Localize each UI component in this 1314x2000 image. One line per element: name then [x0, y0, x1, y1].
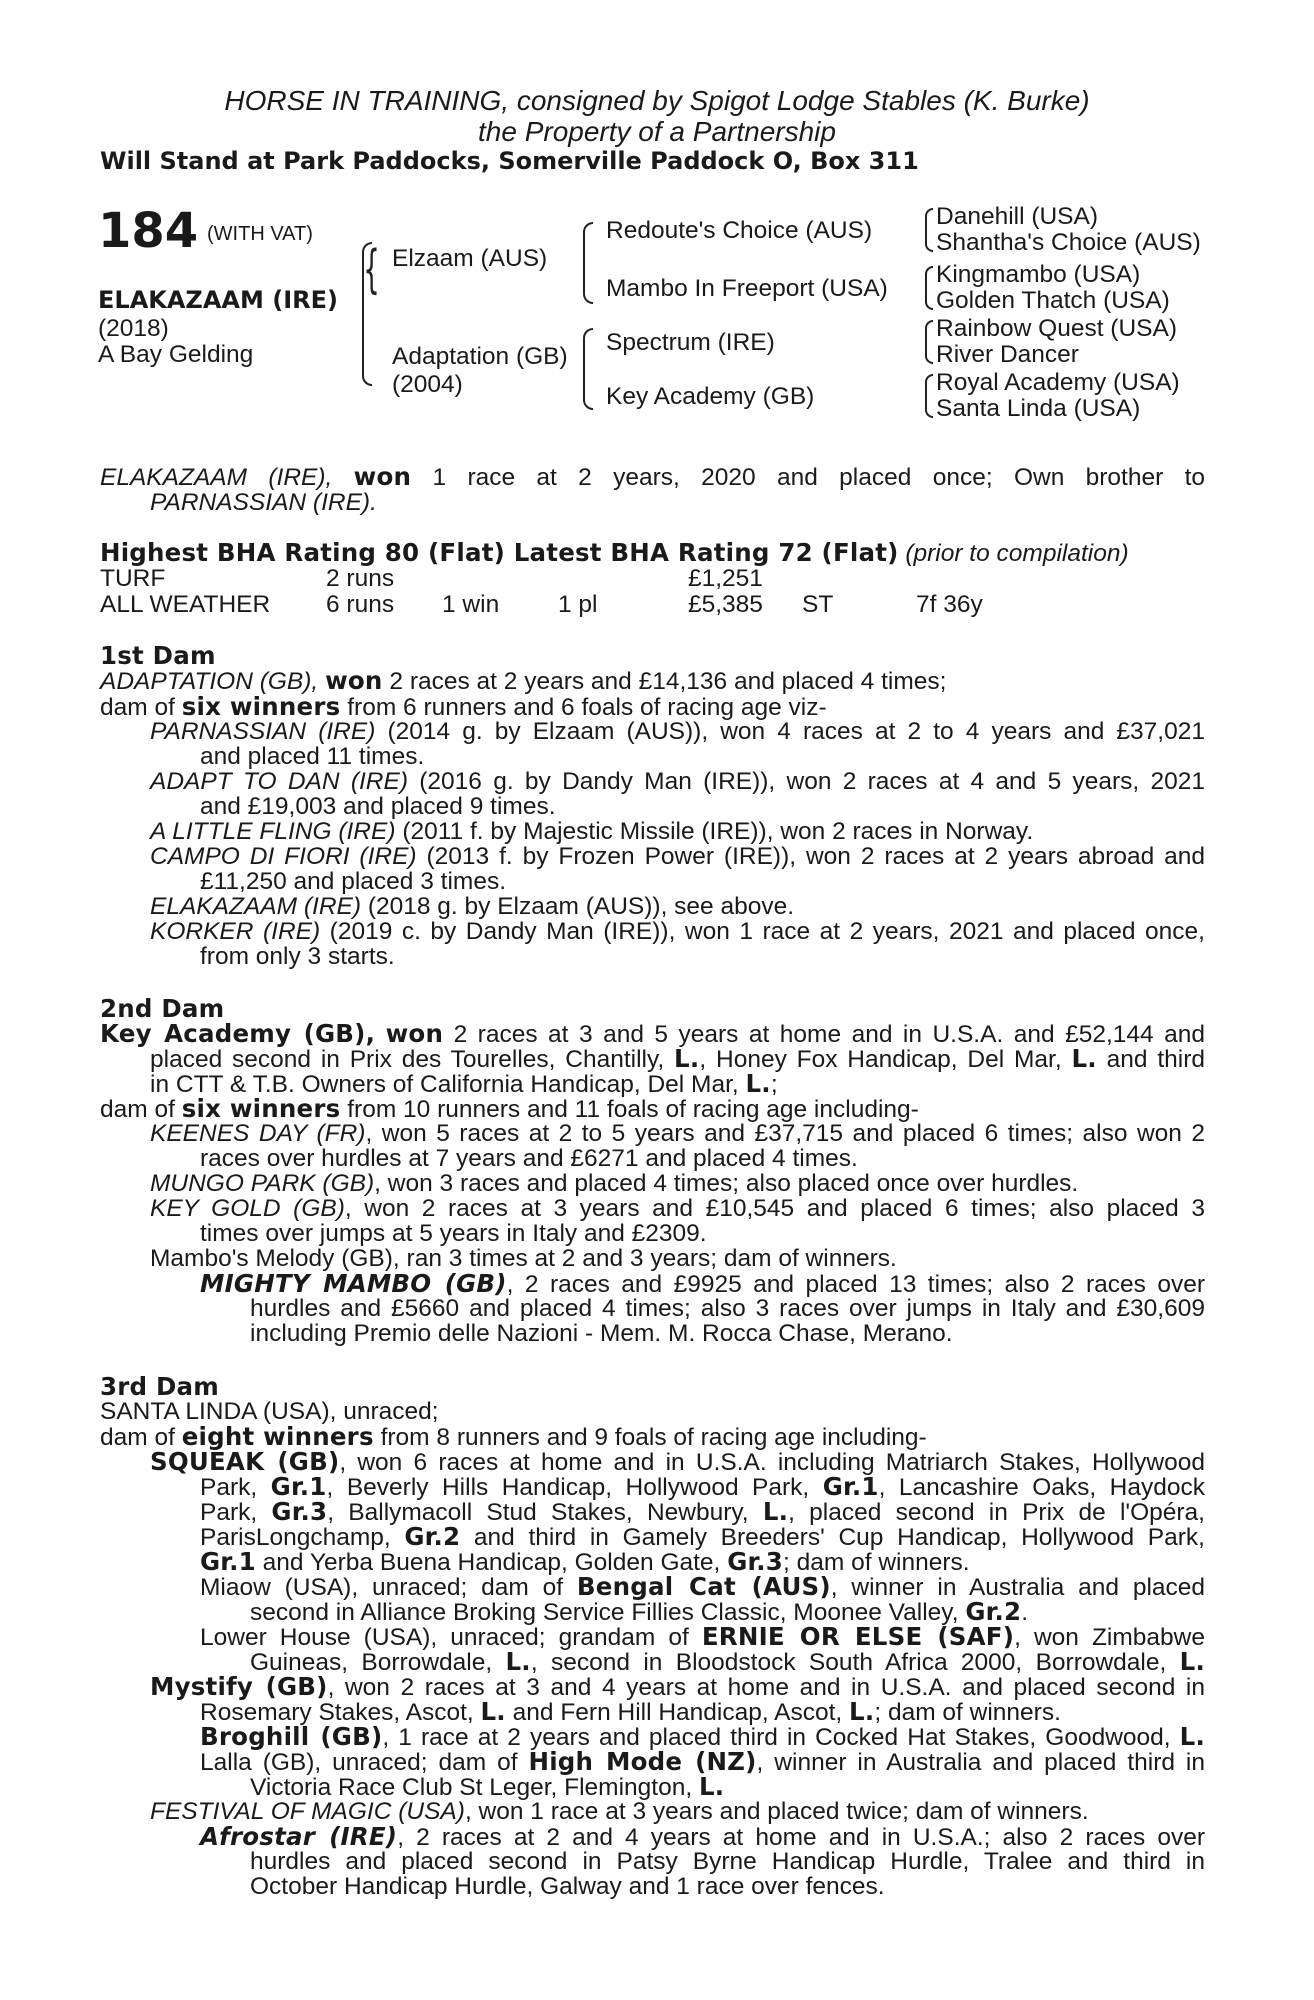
pedigree-dam-year: (2004) [392, 371, 463, 398]
produce-entry-cont: hurdles and £5660 and placed 4 times; also 3 races over jumps in Italy and £30,609 [250, 1295, 1205, 1322]
text: Park, [200, 1499, 258, 1526]
second-dam-name: Key Academy (GB), [100, 1019, 376, 1048]
produce-name: High Mode (NZ) [528, 1747, 757, 1776]
pedigree-g2: Shantha's Choice (AUS) [936, 229, 1201, 256]
produce-entry-cont: £11,250 and placed 3 times. [200, 868, 507, 895]
produce-entry-cont [200, 1474, 1205, 1501]
produce-name: KORKER (IRE) [150, 918, 321, 945]
vat-label: (WITH VAT) [207, 223, 313, 245]
listed-badge: L. [1179, 1647, 1205, 1676]
race-summary [100, 464, 1205, 491]
summary-line-2: PARNASSIAN (IRE). [150, 489, 377, 516]
listed-badge: L. [480, 1697, 506, 1726]
text: , Beverly Hills Handicap, Hollywood Park, [326, 1474, 810, 1501]
produce-text: , won 1 race at 3 years and placed twice; dam of winners. [464, 1798, 1089, 1825]
produce-name: KEENES DAY (FR) [150, 1120, 366, 1147]
text: ; dam of winners. [783, 1549, 970, 1576]
ratings-row-aw-earnings: £5,385 [688, 591, 763, 618]
produce-text: (2011 f. by Majestic Missile (IRE)), won 2 races in Norway. [402, 818, 1034, 845]
produce-entry-cont [250, 1649, 1205, 1676]
produce-text: , 2 races at 2 and 4 years at home and in U.S.A.; also 2 races over [397, 1824, 1205, 1851]
produce-name: A LITTLE FLING (IRE) [150, 818, 396, 845]
first-dam-name: ADAPTATION (GB), [100, 668, 319, 695]
ratings-note: (prior to compilation) [905, 540, 1129, 567]
first-dam-intro [100, 668, 946, 695]
text: , placed second in Prix de l'Opéra, [788, 1499, 1205, 1526]
listed-badge: L. [674, 1044, 700, 1073]
text: dam of [100, 1096, 175, 1123]
text: Miaow (USA), unraced; dam of [200, 1574, 564, 1601]
produce-entry-cont: from only 3 starts. [200, 943, 395, 970]
first-dam-won: won [325, 666, 383, 695]
winners-count: eight winners [181, 1422, 374, 1451]
first-dam-heading: 1st Dam [100, 641, 216, 670]
pedigree-dam-sire: Spectrum (IRE) [606, 329, 775, 356]
listed-badge: L. [1071, 1044, 1097, 1073]
pedigree-sire-sire: Redoute's Choice (AUS) [606, 217, 873, 244]
produce-name: MIGHTY MAMBO (GB) [200, 1269, 507, 1298]
text: dam of [100, 1424, 175, 1451]
produce-name: KEY GOLD (GB) [150, 1195, 345, 1222]
horse-description: A Bay Gelding [98, 341, 254, 368]
text: , winner in Australia and placed [830, 1574, 1206, 1601]
ratings-title-line [100, 540, 1129, 567]
produce-text: , won 2 races at 3 and 4 years at home and in U.S.A. and placed second in [327, 1674, 1206, 1701]
produce-entry-cont: races over hurdles at 7 years and £6271 and placed 4 times. [200, 1145, 858, 1172]
ratings-row-aw-runs: 6 runs [326, 591, 395, 618]
text: , Lancashire Oaks, Haydock [878, 1474, 1205, 1501]
second-dam-produce-summary [100, 1096, 919, 1123]
brace-main [362, 242, 372, 386]
brace-g4 [925, 374, 933, 418]
text: Lalla (GB), unraced; dam of [200, 1749, 518, 1776]
produce-text: , won 3 races and placed 4 times; also placed once over hurdles. [374, 1170, 1079, 1197]
text: , second in Bloodstock South Africa 2000, Borrowdale, [530, 1649, 1167, 1676]
produce-name: Mystify (GB) [150, 1672, 328, 1701]
produce-entry: Mambo's Melody (GB), ran 3 times at 2 and 3 years; dam of winners. [150, 1245, 897, 1272]
produce-entry-cont: hurdles and placed second in Patsy Byrne Handicap Hurdle, Tralee and third in [250, 1848, 1205, 1875]
produce-entry [150, 894, 794, 920]
pedigree-g8: Santa Linda (USA) [936, 395, 1141, 422]
produce-text: (2013 f. by Frozen Power (IRE)), won 2 races at 2 years abroad and [426, 843, 1205, 870]
second-dam-intro [100, 1021, 1205, 1048]
brace-sire [583, 222, 593, 304]
listed-badge: L. [745, 1069, 771, 1098]
text: , winner in Australia and placed third in [756, 1749, 1206, 1776]
produce-text: , won 6 races at home and in U.S.A. including Matriarch Stakes, Hollywood [339, 1449, 1205, 1476]
stand-location: Will Stand at Park Paddocks, Somerville Paddock O, Box 311 [100, 147, 919, 175]
group-badge: Gr.1 [822, 1472, 879, 1501]
produce-entry-cont: times over jumps at 5 years in Italy and £2309. [200, 1220, 707, 1247]
text: and third in Gamely Breeders' Cup Handicap, Hollywood Park, [473, 1524, 1205, 1551]
pedigree-g3: Kingmambo (USA) [936, 261, 1141, 288]
group-badge: Gr.3 [271, 1497, 328, 1526]
text: . [1021, 1599, 1029, 1626]
produce-text: (2018 g. by Elzaam (AUS)), see above. [367, 893, 795, 920]
ratings-title: Highest BHA Rating 80 (Flat) Latest BHA Rating 72 (Flat) [100, 538, 899, 567]
text: second in Alliance Broking Service Fillies Classic, Moonee Valley, [250, 1599, 959, 1626]
pedigree-g7: Royal Academy (USA) [936, 369, 1180, 396]
produce-entry [200, 1574, 1205, 1601]
text: Park, [200, 1474, 258, 1501]
produce-text: (2019 c. by Dandy Man (IRE)), won 1 race at 2 years, 2021 and placed once, [329, 918, 1205, 945]
produce-entry [200, 1624, 1205, 1651]
brace-main-top: { [363, 240, 380, 300]
ratings-row-aw-wins: 1 win [442, 591, 500, 618]
produce-name: ELAKAZAAM (IRE) [150, 893, 362, 920]
second-dam-heading: 2nd Dam [100, 994, 225, 1023]
text: ; [770, 1071, 778, 1098]
text: from 8 runners and 9 foals of racing age including- [380, 1424, 927, 1451]
text: and Yerba Buena Handicap, Golden Gate, [262, 1549, 721, 1576]
pedigree-dam: Adaptation (GB) [392, 343, 568, 370]
brace-g3 [925, 320, 933, 364]
lot-number: 184 [98, 203, 199, 259]
first-dam-record: 2 races at 2 years and £14,136 and placed 4 times; [389, 668, 947, 695]
text: from 6 runners and 6 foals of racing age viz- [347, 694, 827, 721]
ratings-row-turf-surface: TURF [100, 565, 166, 592]
winners-count: six winners [181, 1094, 341, 1123]
pedigree-g4: Golden Thatch (USA) [936, 287, 1170, 314]
produce-entry-cont [250, 1774, 724, 1801]
ratings-row-aw-distance: 7f 36y [916, 591, 983, 618]
pedigree-g5: Rainbow Quest (USA) [936, 315, 1178, 342]
produce-entry [150, 919, 1205, 945]
produce-text: (2016 g. by Dandy Man (IRE)), won 2 races at 4 and 5 years, 2021 [419, 768, 1205, 795]
group-badge: Gr.1 [270, 1472, 327, 1501]
second-dam-record-line [150, 1046, 1205, 1073]
produce-text: , won 5 races at 2 to 5 years and £37,715 and placed 6 times; also won 2 [365, 1120, 1205, 1147]
produce-entry [150, 1196, 1205, 1222]
text: placed second in Prix des Tourelles, Chantilly, [150, 1046, 665, 1073]
group-badge: Gr.1 [200, 1547, 256, 1576]
brace-g1 [925, 208, 933, 252]
produce-name: ADAPT TO DAN (IRE) [150, 768, 408, 795]
produce-entry [150, 719, 1205, 745]
ratings-row-aw-surface: ALL WEATHER [100, 591, 271, 618]
brace-g2 [925, 266, 933, 310]
text: ParisLongchamp, [200, 1524, 391, 1551]
consignor-line: HORSE IN TRAINING, consigned by Spigot Lodge Stables (K. Burke) [224, 85, 1090, 116]
ratings-row-aw-course: ST [802, 591, 834, 618]
produce-name: Bengal Cat (AUS) [576, 1572, 831, 1601]
text: Rosemary Stakes, Ascot, [200, 1699, 474, 1726]
property-line: the Property of a Partnership [478, 116, 836, 147]
pedigree-sire-dam: Mambo In Freeport (USA) [606, 275, 888, 302]
produce-name: CAMPO DI FIORI (IRE) [150, 843, 417, 870]
text: in CTT & T.B. Owners of California Handicap, Del Mar, [150, 1071, 739, 1098]
text: , won Zimbabwe [1014, 1624, 1205, 1651]
second-dam-won: won [385, 1019, 444, 1048]
horse-name: ELAKAZAAM (IRE) [98, 286, 338, 314]
text: and third [1106, 1046, 1205, 1073]
produce-entry-cont: and placed 11 times. [200, 743, 425, 770]
summary-text: 1 race at 2 years, 2020 and placed once; Own brother to [432, 464, 1206, 491]
text: , 1 race at 2 years and placed third in Cocked Hat Stakes, Goodwood, [382, 1724, 1171, 1751]
produce-text: (2014 g. by Elzaam (AUS)), won 4 races at 2 to 4 years and £37,021 [387, 718, 1205, 745]
produce-entry-cont [200, 1524, 1205, 1551]
produce-entry [150, 819, 1033, 845]
produce-entry [200, 1271, 1205, 1298]
ratings-row-aw-placed: 1 pl [558, 591, 598, 618]
third-dam-heading: 3rd Dam [100, 1372, 219, 1401]
produce-entry [200, 1824, 1205, 1851]
pedigree-dam-dam: Key Academy (GB) [606, 383, 815, 410]
listed-badge: L. [698, 1772, 725, 1801]
lot-number-block [98, 204, 313, 258]
text: , Ballymacoll Stud Stakes, Newbury, [327, 1499, 749, 1526]
listed-badge: L. [1179, 1722, 1205, 1751]
listed-badge: L. [762, 1497, 789, 1526]
ratings-row-turf-runs: 2 runs [326, 565, 395, 592]
pedigree-sire: Elzaam (AUS) [392, 245, 548, 272]
produce-name: SQUEAK (GB) [150, 1447, 340, 1476]
group-badge: Gr.3 [727, 1547, 784, 1576]
produce-text: , 2 races and £9925 and placed 13 times; also 2 races over [506, 1271, 1205, 1298]
winners-count: six winners [181, 692, 341, 721]
produce-entry [150, 1799, 1089, 1825]
horse-year: (2018) [98, 315, 169, 342]
text: and Fern Hill Handicap, Ascot, [512, 1699, 843, 1726]
group-badge: Gr.2 [404, 1522, 461, 1551]
text: ; dam of winners. [874, 1699, 1061, 1726]
produce-entry-cont: October Handicap Hurdle, Galway and 1 race over fences. [250, 1873, 885, 1900]
text: dam of [100, 694, 175, 721]
produce-entry-cont: and £19,003 and placed 9 times. [200, 793, 556, 820]
summary-won: won [353, 462, 412, 491]
produce-entry [150, 1121, 1205, 1147]
produce-name: Afrostar (IRE) [200, 1822, 398, 1851]
produce-entry [150, 844, 1205, 870]
produce-name: ERNIE OR ELSE (SAF) [701, 1622, 1015, 1651]
third-dam-intro: SANTA LINDA (USA), unraced; [100, 1398, 439, 1425]
produce-entry [150, 769, 1205, 795]
produce-name: PARNASSIAN (IRE) [150, 718, 376, 745]
first-dam-produce-summary [100, 694, 827, 721]
text: Lower House (USA), unraced; grandam of [200, 1624, 689, 1651]
ratings-row-turf-earnings: £1,251 [688, 565, 763, 592]
listed-badge: L. [505, 1647, 531, 1676]
produce-entry [150, 1171, 1078, 1197]
produce-name: MUNGO PARK (GB) [150, 1170, 375, 1197]
second-dam-record: 2 races at 3 and 5 years at home and in U.S.A. and £52,144 and [453, 1021, 1205, 1048]
pedigree-g1: Danehill (USA) [936, 203, 1099, 230]
group-badge: Gr.2 [965, 1597, 1022, 1626]
text: Victoria Race Club St Leger, Flemington, [250, 1774, 693, 1801]
listed-badge: L. [849, 1697, 875, 1726]
text: from 10 runners and 11 foals of racing age including- [347, 1096, 919, 1123]
brace-dam [583, 328, 593, 410]
produce-text: , won 2 races at 3 years and £10,545 and placed 6 times; also placed 3 [344, 1195, 1206, 1222]
produce-entry [150, 1674, 1205, 1701]
produce-name: Broghill (GB) [200, 1722, 383, 1751]
produce-entry-cont: including Premio delle Nazioni - Mem. M. Rocca Chase, Merano. [250, 1320, 953, 1347]
produce-name: FESTIVAL OF MAGIC (USA) [150, 1798, 465, 1825]
pedigree-g6: River Dancer [936, 341, 1079, 368]
produce-entry-cont [200, 1499, 1205, 1526]
text: , Honey Fox Handicap, Del Mar, [699, 1046, 1062, 1073]
summary-horse-name: ELAKAZAAM (IRE), [100, 464, 333, 491]
text: Guineas, Borrowdale, [250, 1649, 493, 1676]
